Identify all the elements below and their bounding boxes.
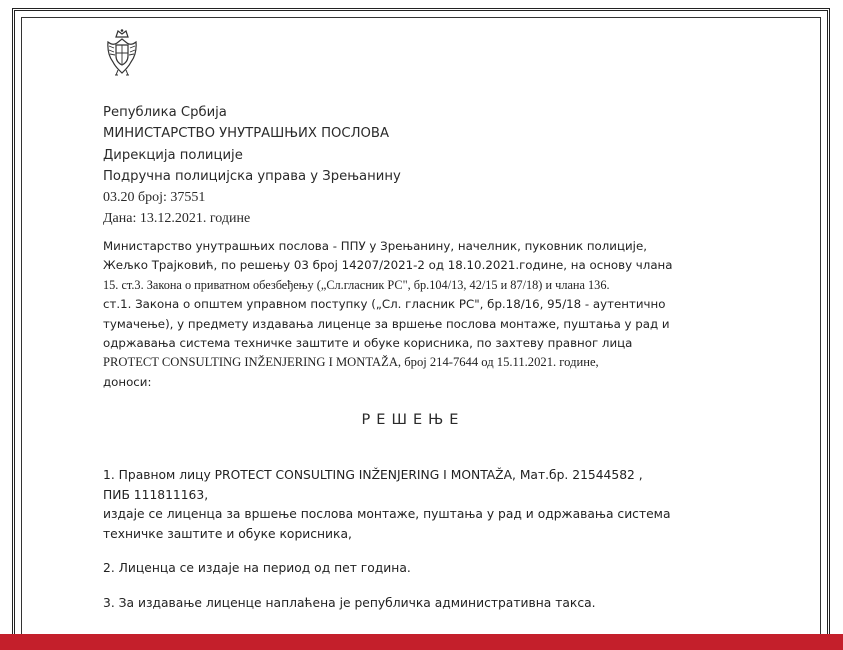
decision-item-3: 3. За издавање лиценце наплаћена је републичка административна такса. — [103, 596, 596, 610]
bottom-accent-bar — [0, 634, 843, 650]
decision-item-1 — [103, 466, 717, 544]
header-country: Република Србија — [103, 105, 227, 120]
item-1-line: 1. Правном лицу PROTECT CONSULTING INŽENJERING I MONTAŽA, Мат.бр. 21544582 , — [103, 468, 643, 482]
intro-line: Министарство унутрашњих послова - ППУ у Зрењанину, начелник, пуковник полиције, — [103, 239, 647, 253]
item-1-line: техничке заштите и обуке корисника, — [103, 526, 352, 541]
decision-item-2: 2. Лиценца се издаје на период од пет година. — [103, 561, 411, 575]
intro-paragraph — [103, 237, 717, 392]
decision-title: РЕШЕЊЕ — [361, 412, 465, 428]
header-regional-office: Подручна полицијска управа у Зрењанину — [103, 168, 401, 184]
header-directorate: Дирекција полиције — [103, 147, 243, 163]
item-1-line: издаје се лиценца за вршење послова монтаже, пуштања у рад и одржавања система — [103, 507, 671, 521]
intro-line: доноси: — [103, 374, 152, 389]
intro-line: одржавања система техничке заштите и обуке корисника, по захтеву правног лица — [103, 336, 633, 351]
header-reference-number: 03.20 број: 37551 — [103, 190, 206, 206]
item-1-line: ПИБ 111811163, — [103, 487, 209, 502]
document-header — [103, 102, 663, 230]
intro-line: ст.1. Закона о општем управном поступку („Сл. гласник РС", бр.18/16, 95/18 - аутентично — [103, 297, 666, 312]
intro-line: PROTECT CONSULTING INŽENJERING I MONTAŽA, број 214-7644 од 15.11.2021. године, — [103, 355, 599, 370]
header-date: Дана: 13.12.2021. године — [103, 211, 251, 227]
intro-line: тумачење), у предмету издавања лиценце за вршење послова монтаже, пуштања у рад и — [103, 316, 670, 331]
intro-line: 15. ст.3. Закона о приватном обезбеђењу („Сл.гласник РС", бр.104/13, 42/15 и 87/18) и члана 136. — [103, 277, 610, 292]
decision-items — [103, 466, 717, 610]
intro-line: Жељко Трајковић, по решењу 03 број 14207/2021-2 од 18.10.2021.године, на основу члана — [103, 258, 673, 273]
coat-of-arms-icon — [105, 28, 139, 78]
header-ministry: МИНИСТАРСТВО УНУТРАШЊИХ ПОСЛОВА — [103, 126, 390, 142]
